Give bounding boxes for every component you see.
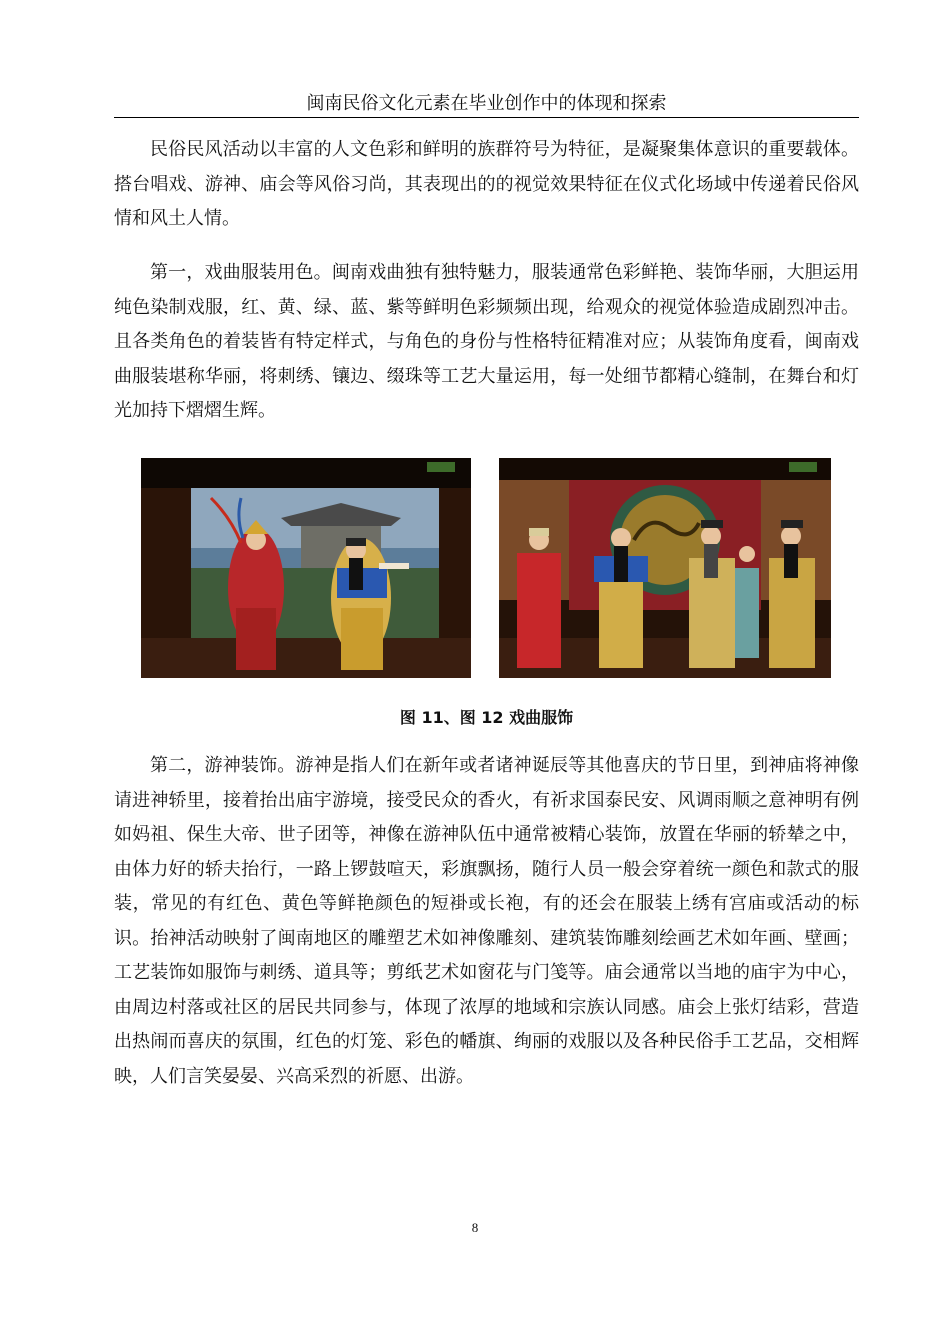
body-paragraph-3: 第二，游神装饰。游神是指人们在新年或者诸神诞辰等其他喜庆的节日里，到神庙将神像请进神轿里，接着抬出庙宇游境，接受民众的香火，有祈求国泰民安、风调雨顺之意神明有例如妈祖、保生大帝、世子团等，神像在游神队伍中通常被精心装饰，放置在华丽的轿辇之中，由体力好的轿夫抬行，一路上锣鼓喧天，彩旗飘扬，随行人员一般会穿着统一颜色和款式的服装，常见的有红色、黄色等鲜艳颜色的短褂或长袍，有的还会在服装上绣有宫庙或活动的标识。抬神活动映射了闽南地区的雕塑艺术如神像雕刻、建筑装饰雕刻绘画艺术如年画、壁画；工艺装饰如服饰与刺绣、道具等；剪纸艺术如窗花与门笺等。庙会通常以当地的庙宇为中心，由周边村落或社区的居民共同参与，体现了浓厚的地域和宗族认同感。庙会上张灯结彩，营造出热闹而喜庆的氛围，红色的灯笼、彩色的幡旗、绚丽的戏服以及各种民俗手工艺品，交相辉映，人们言笑晏晏、兴高采烈的祈愿、出游。 (114, 755, 859, 1087)
running-header-title: 闽南民俗文化元素在毕业创作中的体现和探索 (306, 93, 667, 114)
header-divider (114, 117, 859, 118)
page-number: 8 (471, 1220, 479, 1235)
opera-costume-photo-2 (499, 458, 831, 678)
body-paragraph-2: 第一，戏曲服装用色。闽南戏曲独有独特魅力，服装通常色彩鲜艳、装饰华丽，大胆运用纯色染制戏服，红、黄、绿、蓝、紫等鲜明色彩频频出现，给观众的视觉体验造成剧烈冲击。且各类角色的着装皆有特定样式，与角色的身份与性格特征精准对应；从装饰角度看，闽南戏曲服装堪称华丽，将刺绣、镶边、缀珠等工艺大量运用，每一处细节都精心缝制，在舞台和灯光加持下熠熠生辉。 (114, 262, 859, 421)
figure-caption: 图 11、图 12 戏曲服饰 (399, 708, 574, 727)
body-paragraph-1: 民俗民风活动以丰富的人文色彩和鲜明的族群符号为特征，是凝聚集体意识的重要载体。搭台唱戏、游神、庙会等风俗习尚，其表现出的的视觉效果特征在仪式化场域中传递着民俗风情和风土人情。 (114, 139, 859, 229)
opera-costume-photo-1 (141, 458, 471, 678)
